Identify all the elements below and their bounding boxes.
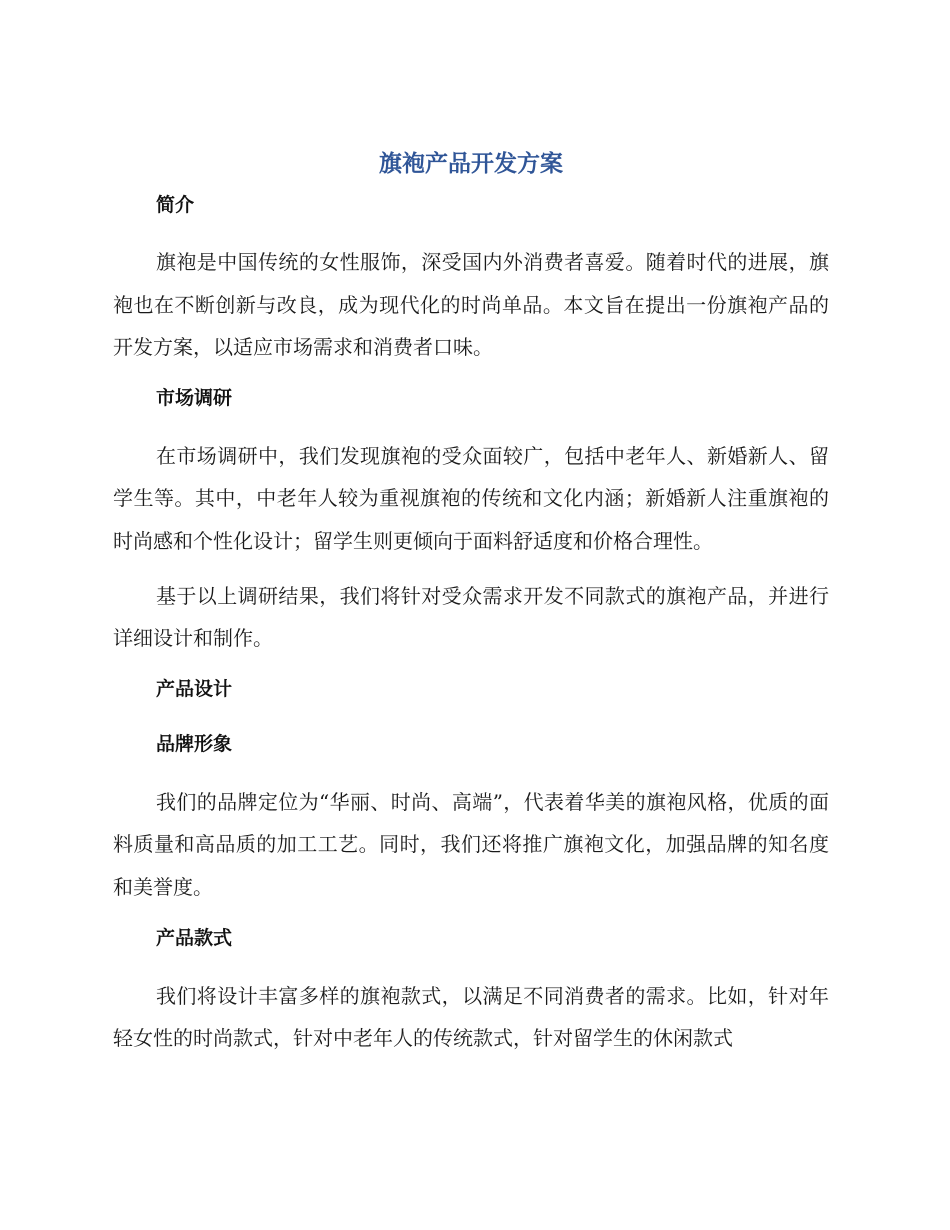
heading-intro: 简介: [156, 194, 195, 216]
heading-market-research: 市场调研: [156, 386, 233, 409]
document-title: 旗袍产品开发方案: [379, 151, 563, 177]
heading-product-styles: 产品款式: [156, 926, 233, 949]
paragraph-product-styles: 我们将设计丰富多样的旗袍款式，以满足不同消费者的需求。比如，针对年轻女性的时尚款式，针对中老年人的传统款式，针对留学生的休闲款式: [113, 983, 829, 1051]
document-body: [113, 190, 829, 1060]
paragraph-brand-image: 我们的品牌定位为“华丽、时尚、高端”，代表着华美的旗袍风格，优质的面料质量和高品质的加工工艺。同时，我们还将推广旗袍文化，加强品牌的知名度和美誉度。: [113, 789, 829, 899]
paragraph-market-research-1: 在市场调研中，我们发现旗袍的受众面较广，包括中老年人、新婚新人、留学生等。其中，中老年人较为重视旗袍的传统和文化内涵；新婚新人注重旗袍的时尚感和个性化设计；留学生则更倾向于面料舒适度和价格合理性。: [113, 443, 829, 553]
paragraph-intro: 旗袍是中国传统的女性服饰，深受国内外消费者喜爱。随着时代的进展，旗袍也在不断创新与改良，成为现代化的时尚单品。本文旨在提出一份旗袍产品的开发方案，以适应市场需求和消费者口味。: [113, 250, 829, 360]
heading-product-design: 产品设计: [156, 677, 233, 700]
heading-brand-image: 品牌形象: [156, 732, 233, 755]
paragraph-market-research-2: 基于以上调研结果，我们将针对受众需求开发不同款式的旗袍产品，并进行详细设计和制作。: [113, 583, 829, 651]
